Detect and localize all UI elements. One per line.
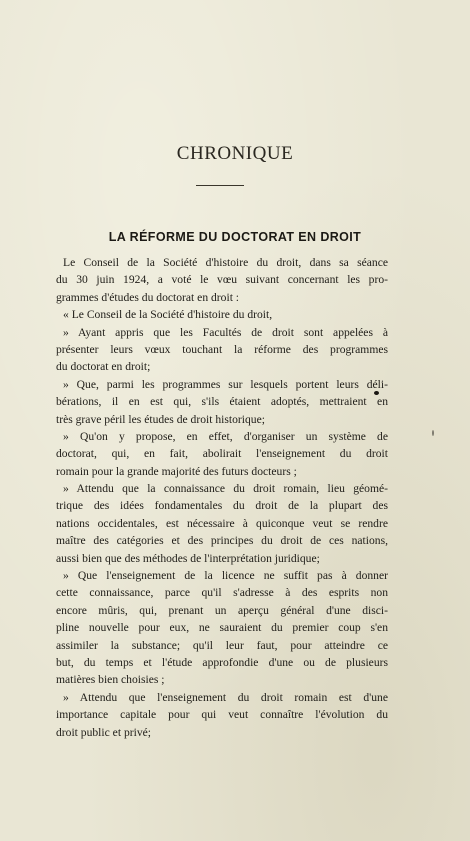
text-line: doctorat, qui, en fait, abolirait l'enseignement du droit	[56, 447, 388, 461]
text-line: aussi bien que des méthodes de l'interprétation juridique;	[56, 551, 320, 565]
text-line: bérations, il en est qui, s'ils étaient adoptés, mettraient en	[56, 395, 388, 409]
text-line: importance capitale pour qui veut connaître l'évolution du	[56, 708, 388, 722]
text-line: très grave péril les études de droit historique;	[56, 412, 265, 426]
page-title: CHRONIQUE	[176, 143, 294, 164]
text-line: encore mûris, qui, prenant un aperçu général d'une disci-	[56, 603, 388, 617]
ink-speck	[432, 430, 434, 436]
text-line: » Que, parmi les programmes sur lesquels portent leurs déli-	[63, 377, 388, 391]
text-line: maître des catégories et des principes du droit de ces nations,	[56, 534, 388, 548]
text-line: matières bien choisies ;	[56, 673, 165, 687]
text-line: « Le Conseil de la Société d'histoire du droit,	[63, 308, 273, 322]
text-line: trique des idées fondamentales du droit de la plupart des	[56, 499, 388, 513]
text-line: » Ayant appris que les Facultés de droit sont appelées à	[63, 325, 388, 339]
text-line: assimiler la substance; qu'il leur faut, pour atteindre ce	[56, 638, 388, 652]
text-line: droit public et privé;	[56, 725, 151, 739]
text-line: » Que l'enseignement de la licence ne suffit pas à donner	[63, 569, 388, 583]
text-line: romain pour la grande majorité des futurs docteurs ;	[56, 464, 297, 478]
text-line: Le Conseil de la Société d'histoire du droit, dans sa séance	[63, 256, 388, 269]
text-line: du doctorat en droit;	[56, 360, 151, 374]
ink-speck	[374, 391, 379, 395]
body-text	[56, 254, 388, 741]
text-line: » Attendu que la connaissance du droit romain, lieu géomé-	[63, 482, 388, 496]
text-line: » Attendu que l'enseignement du droit romain est d'une	[63, 690, 388, 704]
section-title: LA RÉFORME DU DOCTORAT EN DROIT	[108, 230, 362, 244]
text-line: » Qu'on y propose, en effet, d'organiser un système de	[63, 429, 388, 443]
text-line: nations occidentales, est nécessaire à quiconque veut se rendre	[56, 516, 388, 530]
title-divider	[196, 185, 244, 186]
text-line: grammes d'études du doctorat en droit :	[56, 290, 240, 304]
text-line: pline nouvelle pour eux, ne sauraient du premier coup s'en	[56, 621, 388, 635]
text-line: cette connaissance, parce qu'il s'adresse à des esprits non	[56, 586, 388, 600]
text-line: but, du temps et l'étude approfondie d'une ou de plusieurs	[56, 655, 388, 669]
text-line: du 30 juin 1924, a voté le vœu suivant concernant les pro-	[56, 273, 388, 287]
text-line: présenter leurs vœux touchant la réforme des programmes	[56, 342, 388, 356]
